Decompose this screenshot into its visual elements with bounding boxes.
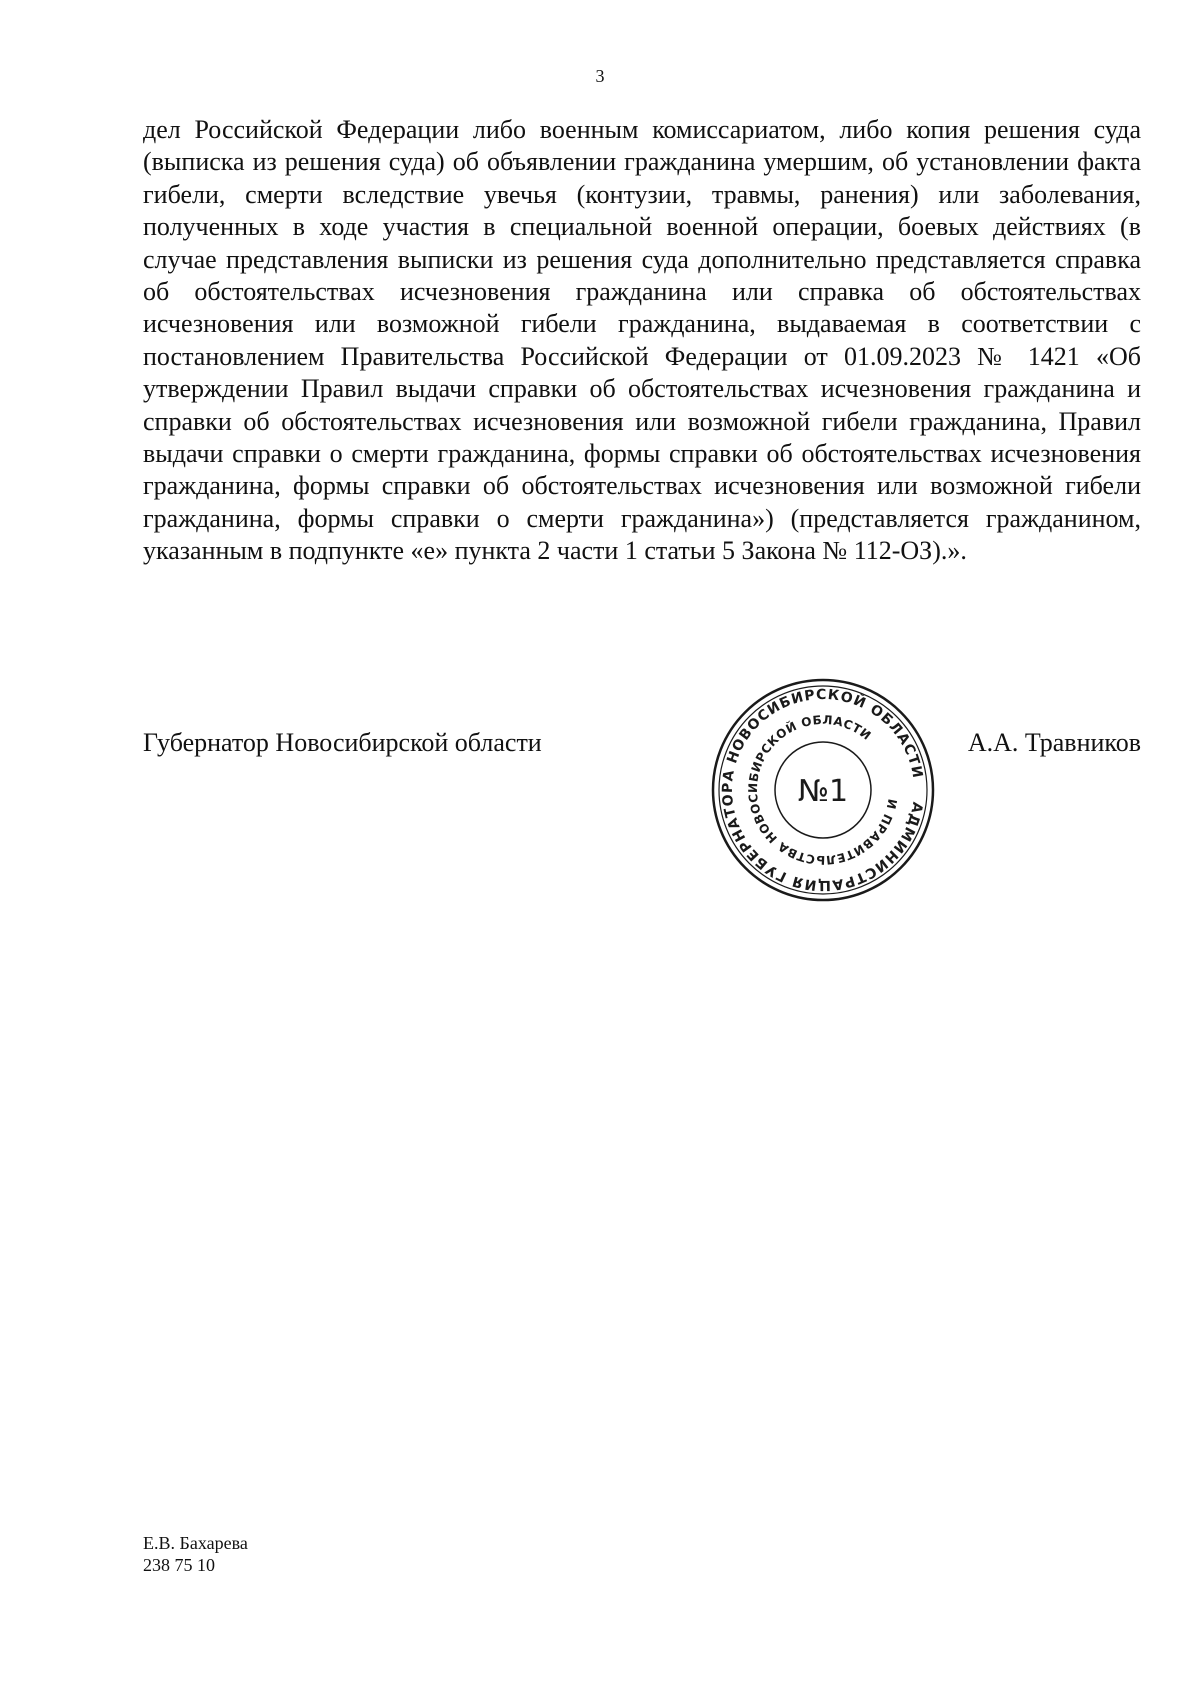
- signature-title: Губернатор Новосибирской области: [143, 728, 542, 757]
- executor-phone: 238 75 10: [143, 1555, 215, 1575]
- executor-name: Е.В. Бахарева: [143, 1533, 248, 1553]
- seal-outer-text: АДМИНИСТРАЦИЯ ГУБЕРНАТОРА НОВОСИБИРСКОЙ ОБЛАСТИ: [719, 686, 926, 894]
- official-seal: [710, 677, 936, 903]
- executor-block: [143, 1532, 248, 1576]
- seal-center-number: №1: [797, 774, 849, 809]
- page-number: 3: [595, 66, 605, 86]
- signature-block: [143, 728, 1141, 768]
- seal-icon: [710, 677, 936, 903]
- signature-name: А.А. Травников: [967, 728, 1141, 757]
- seal-inner-text: И ПРАВИТЕЛЬСТВА НОВОСИБИРСКОЙ ОБЛАСТИ: [745, 712, 900, 868]
- body-paragraph: дел Российской Федерации либо военным комиссариатом, либо копия решения суда (выписка из решения суда) об объявлении гражданина умершим, об установлении факта гибели, смерти вследствие увечья (контузии, травмы, ранения) или заболевания, полученных в ходе участия в специальной военной операции, боевых действиях (в случае представления выписки из решения суда дополнительно представляется справка об обстоятельствах исчезновения гражданина или справка об обстоятельствах исчезновения или возможной гибели гражданина, выдаваемая в соответствии с постановлением Правительства Российской Федерации от 01.09.2023 № 1421 «Об утверждении Правил выдачи справки об обстоятельствах исчезновения гражданина и справки об обстоятельствах исчезновения или возможной гибели гражданина, Правил выдачи справки о смерти гражданина, формы справки об обстоятельствах исчезновения гражданина, формы справки об обстоятельствах исчезновения или возможной гибели гражданина, формы справки о смерти гражданина») (представляется гражданином, указанным в подпункте «е» пункта 2 части 1 статьи 5 Закона № 112-ОЗ).».: [143, 115, 1141, 566]
